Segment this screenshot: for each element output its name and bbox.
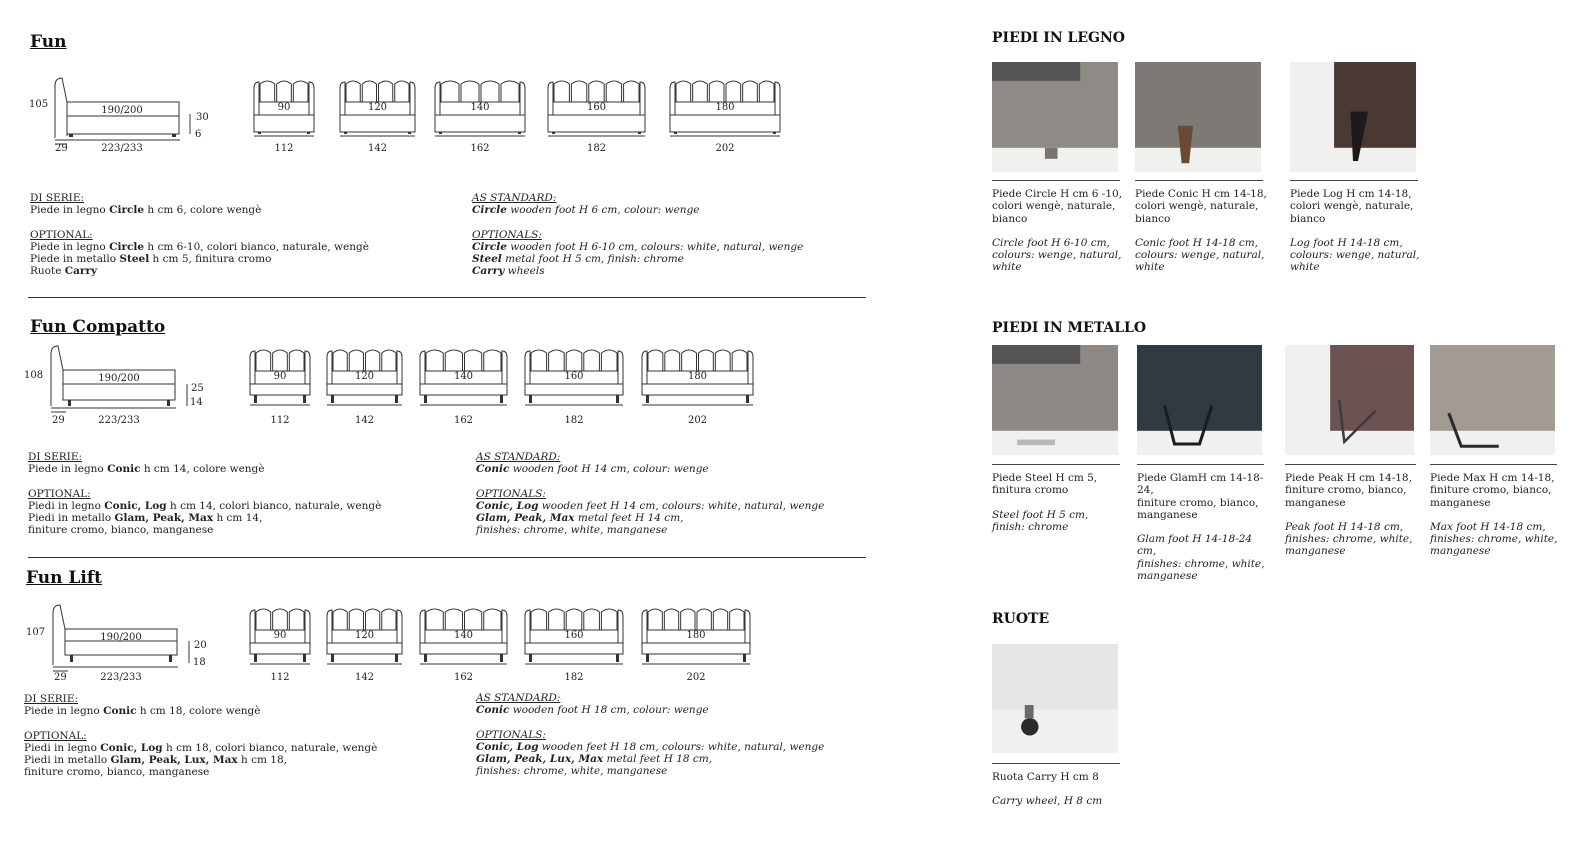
section-title-fun-lift: Fun Lift <box>26 568 102 588</box>
spec-optional-heading: OPTIONALS: <box>472 228 542 241</box>
caption-divider <box>1430 464 1557 465</box>
steel-foot-photo <box>992 345 1118 455</box>
foot-caption: Piede Log H cm 14-18, colori wengè, naturale, bianco Log foot H 14-18 cm, colours: wenge, natural, white <box>1290 188 1420 274</box>
spec-standard-heading: AS STANDARD: <box>472 192 557 204</box>
glam-foot-photo <box>1137 345 1262 455</box>
foot-caption: Piede GlamH cm 14-18-24, finiture cromo, bianco, manganese Glam foot H 14-18-24 cm, finishes: chrome, white, manganese <box>1137 472 1265 583</box>
conic-foot-photo <box>1135 62 1261 172</box>
foot-caption: Piede Peak H cm 14-18, finiture cromo, bianco, manganese Peak foot H 14-18 cm, finishes: chrome, white, manganese <box>1285 472 1413 558</box>
bed-h1: 30 <box>196 112 209 123</box>
sofa-seat-label: 120 <box>354 630 375 641</box>
spec-line: Piedi in metallo Glam, Peak, Max h cm 14, <box>28 512 263 525</box>
spec-line: Piede in legno Conic h cm 18, colore wengè <box>24 705 261 718</box>
sofa-width-label: 142 <box>367 143 388 154</box>
spec-line: finiture cromo, bianco, manganese <box>28 524 214 537</box>
sofa-seat-label: 120 <box>354 371 375 382</box>
bed-h2: 18 <box>193 657 206 668</box>
sofa-seat-label: 120 <box>367 102 388 113</box>
spec-optional-heading: OPTIONALS: <box>476 487 546 500</box>
spec-line: Piede in legno Circle h cm 6, colore wengè <box>30 204 262 217</box>
spec-standard-heading: AS STANDARD: <box>476 451 561 463</box>
sofa-seat-label: 160 <box>586 102 607 113</box>
bed-size: 190/200 <box>98 373 140 384</box>
bed-size: 190/200 <box>100 632 142 643</box>
bed-height: 108 <box>24 370 44 381</box>
sofa-seat-label: 180 <box>715 102 735 113</box>
caption-divider <box>1137 464 1264 465</box>
bed-size: 190/200 <box>101 105 143 116</box>
spec-line: Piede in metallo Steel h cm 5, finitura cromo <box>30 253 272 266</box>
sofa-seat-label: 140 <box>470 102 490 113</box>
spec-line: Piedi in metallo Glam, Peak, Lux, Max h cm 18, <box>24 754 287 767</box>
spec-line: Piedi in legno Conic, Log h cm 14, colori bianco, naturale, wengè <box>28 499 382 512</box>
spec-line: Ruote Carry <box>30 265 98 278</box>
sofa-width-label: 182 <box>564 672 584 683</box>
spec-line: Glam, Peak, Max metal feet H 14 cm, <box>476 512 684 525</box>
specs-en <box>476 692 824 778</box>
bed-foot: 29 <box>54 672 67 683</box>
sofa-width-label: 202 <box>687 415 708 426</box>
caption-divider <box>1290 180 1418 181</box>
foot-caption: Ruota Carry H cm 8 Carry wheel, H 8 cm <box>992 771 1103 808</box>
sofa-seat-label: 90 <box>273 371 287 382</box>
sofa-seat-label: 90 <box>273 630 287 641</box>
spec-line: finishes: chrome, white, manganese <box>476 765 668 778</box>
specs-it <box>24 693 377 779</box>
caption-divider <box>992 464 1120 465</box>
catalog-title-wheels: RUOTE <box>992 611 1050 627</box>
max-foot-photo <box>1430 345 1555 455</box>
sofa-width-label: 162 <box>453 415 474 426</box>
sofa-width-label: 112 <box>274 143 294 154</box>
bed-h2: 14 <box>190 397 203 408</box>
peak-foot-photo <box>1285 345 1414 455</box>
bed-foot: 29 <box>52 415 65 426</box>
sofa-seat-label: 160 <box>564 630 584 641</box>
wheel-foot-photo <box>992 644 1118 753</box>
foot-caption: Piede Steel H cm 5, finitura cromo Steel foot H 5 cm, finish: chrome <box>992 472 1098 533</box>
sofa-width-label: 202 <box>686 672 706 683</box>
sofa-width-label: 112 <box>270 415 290 426</box>
spec-line: finiture cromo, bianco, manganese <box>24 766 210 779</box>
specs-it <box>28 451 381 537</box>
spec-line: Carry wheels <box>472 265 545 278</box>
spec-line: Circle wooden foot H 6-10 cm, colours: white, natural, wenge <box>472 240 804 253</box>
spec-optional-heading: OPTIONAL: <box>28 487 91 500</box>
spec-line: finishes: chrome, white, manganese <box>476 524 668 537</box>
spec-line: Steel metal foot H 5 cm, finish: chrome <box>472 253 684 266</box>
bed-height: 105 <box>29 99 49 110</box>
section-title-fun-compatto: Fun Compatto <box>30 317 166 337</box>
spec-line: Circle wooden foot H 6 cm, colour: wenge <box>472 204 700 217</box>
spec-line: Glam, Peak, Lux, Max metal feet H 18 cm, <box>476 753 713 766</box>
bed-length: 223/233 <box>101 143 143 154</box>
caption-divider <box>992 763 1120 764</box>
caption-divider <box>1285 464 1416 465</box>
log-foot-photo <box>1290 62 1416 172</box>
sofa-seat-label: 90 <box>277 102 291 113</box>
specs-it <box>30 192 369 278</box>
bed-h2: 6 <box>195 129 202 140</box>
sofa-seat-label: 160 <box>564 371 584 382</box>
caption-divider <box>1135 180 1263 181</box>
specs-en <box>472 192 803 278</box>
sofa-width-label: 202 <box>715 143 735 154</box>
sofa-seat-label: 180 <box>686 630 706 641</box>
bed-h1: 25 <box>191 383 204 394</box>
spec-optional-heading: OPTIONALS: <box>476 728 546 741</box>
section-divider <box>28 557 866 558</box>
spec-optional-heading: OPTIONAL: <box>24 729 87 742</box>
bed-height: 107 <box>26 627 46 638</box>
section-title-fun: Fun <box>30 32 67 52</box>
sofa-width-label: 142 <box>354 415 375 426</box>
spec-line: Piede in legno Conic h cm 14, colore wengè <box>28 463 265 476</box>
bed-h1: 20 <box>194 640 207 651</box>
spec-line: Conic, Log wooden feet H 18 cm, colours: white, natural, wenge <box>476 740 825 753</box>
sofa-seat-label: 180 <box>687 371 708 382</box>
sofa-width-label: 182 <box>586 143 607 154</box>
spec-line: Conic, Log wooden feet H 14 cm, colours: white, natural, wenge <box>476 499 825 512</box>
foot-caption: Piede Conic H cm 14-18, colori wengè, naturale, bianco Conic foot H 14-18 cm, colours: wenge, natural, white <box>1135 188 1267 274</box>
bed-length: 223/233 <box>98 415 140 426</box>
spec-standard-heading: DI SERIE: <box>28 451 83 463</box>
specs-en <box>476 451 824 537</box>
catalog-title-metal: PIEDI IN METALLO <box>992 320 1147 336</box>
catalog-title-wood: PIEDI IN LEGNO <box>992 30 1125 46</box>
bed-foot: 29 <box>55 143 68 154</box>
circle-foot-photo <box>992 62 1118 172</box>
sofa-width-label: 162 <box>470 143 490 154</box>
spec-line: Conic wooden foot H 18 cm, colour: wenge <box>476 704 709 717</box>
bed-length: 223/233 <box>100 672 142 683</box>
sofa-width-label: 162 <box>453 672 474 683</box>
sofa-width-label: 142 <box>354 672 375 683</box>
spec-standard-heading: DI SERIE: <box>30 192 85 204</box>
sofa-seat-label: 140 <box>453 630 474 641</box>
foot-caption: Piede Max H cm 14-18, finiture cromo, bianco, manganese Max foot H 14-18 cm, finishes: chrome, white, manganese <box>1430 472 1558 558</box>
caption-divider <box>992 180 1120 181</box>
sofa-width-label: 112 <box>270 672 290 683</box>
spec-line: Piede in legno Circle h cm 6-10, colori bianco, naturale, wengè <box>30 240 369 253</box>
sofa-width-label: 182 <box>564 415 584 426</box>
spec-standard-heading: AS STANDARD: <box>476 692 561 704</box>
section-divider <box>28 297 866 298</box>
sofa-seat-label: 140 <box>453 371 474 382</box>
spec-standard-heading: DI SERIE: <box>24 693 79 705</box>
spec-optional-heading: OPTIONAL: <box>30 228 93 241</box>
spec-line: Piedi in legno Conic, Log h cm 18, colori bianco, naturale, wengè <box>24 741 378 754</box>
spec-line: Conic wooden foot H 14 cm, colour: wenge <box>476 463 709 476</box>
foot-caption: Piede Circle H cm 6 -10, colori wengè, naturale, bianco Circle foot H 6-10 cm, colours: wenge, natural, white <box>992 188 1123 274</box>
